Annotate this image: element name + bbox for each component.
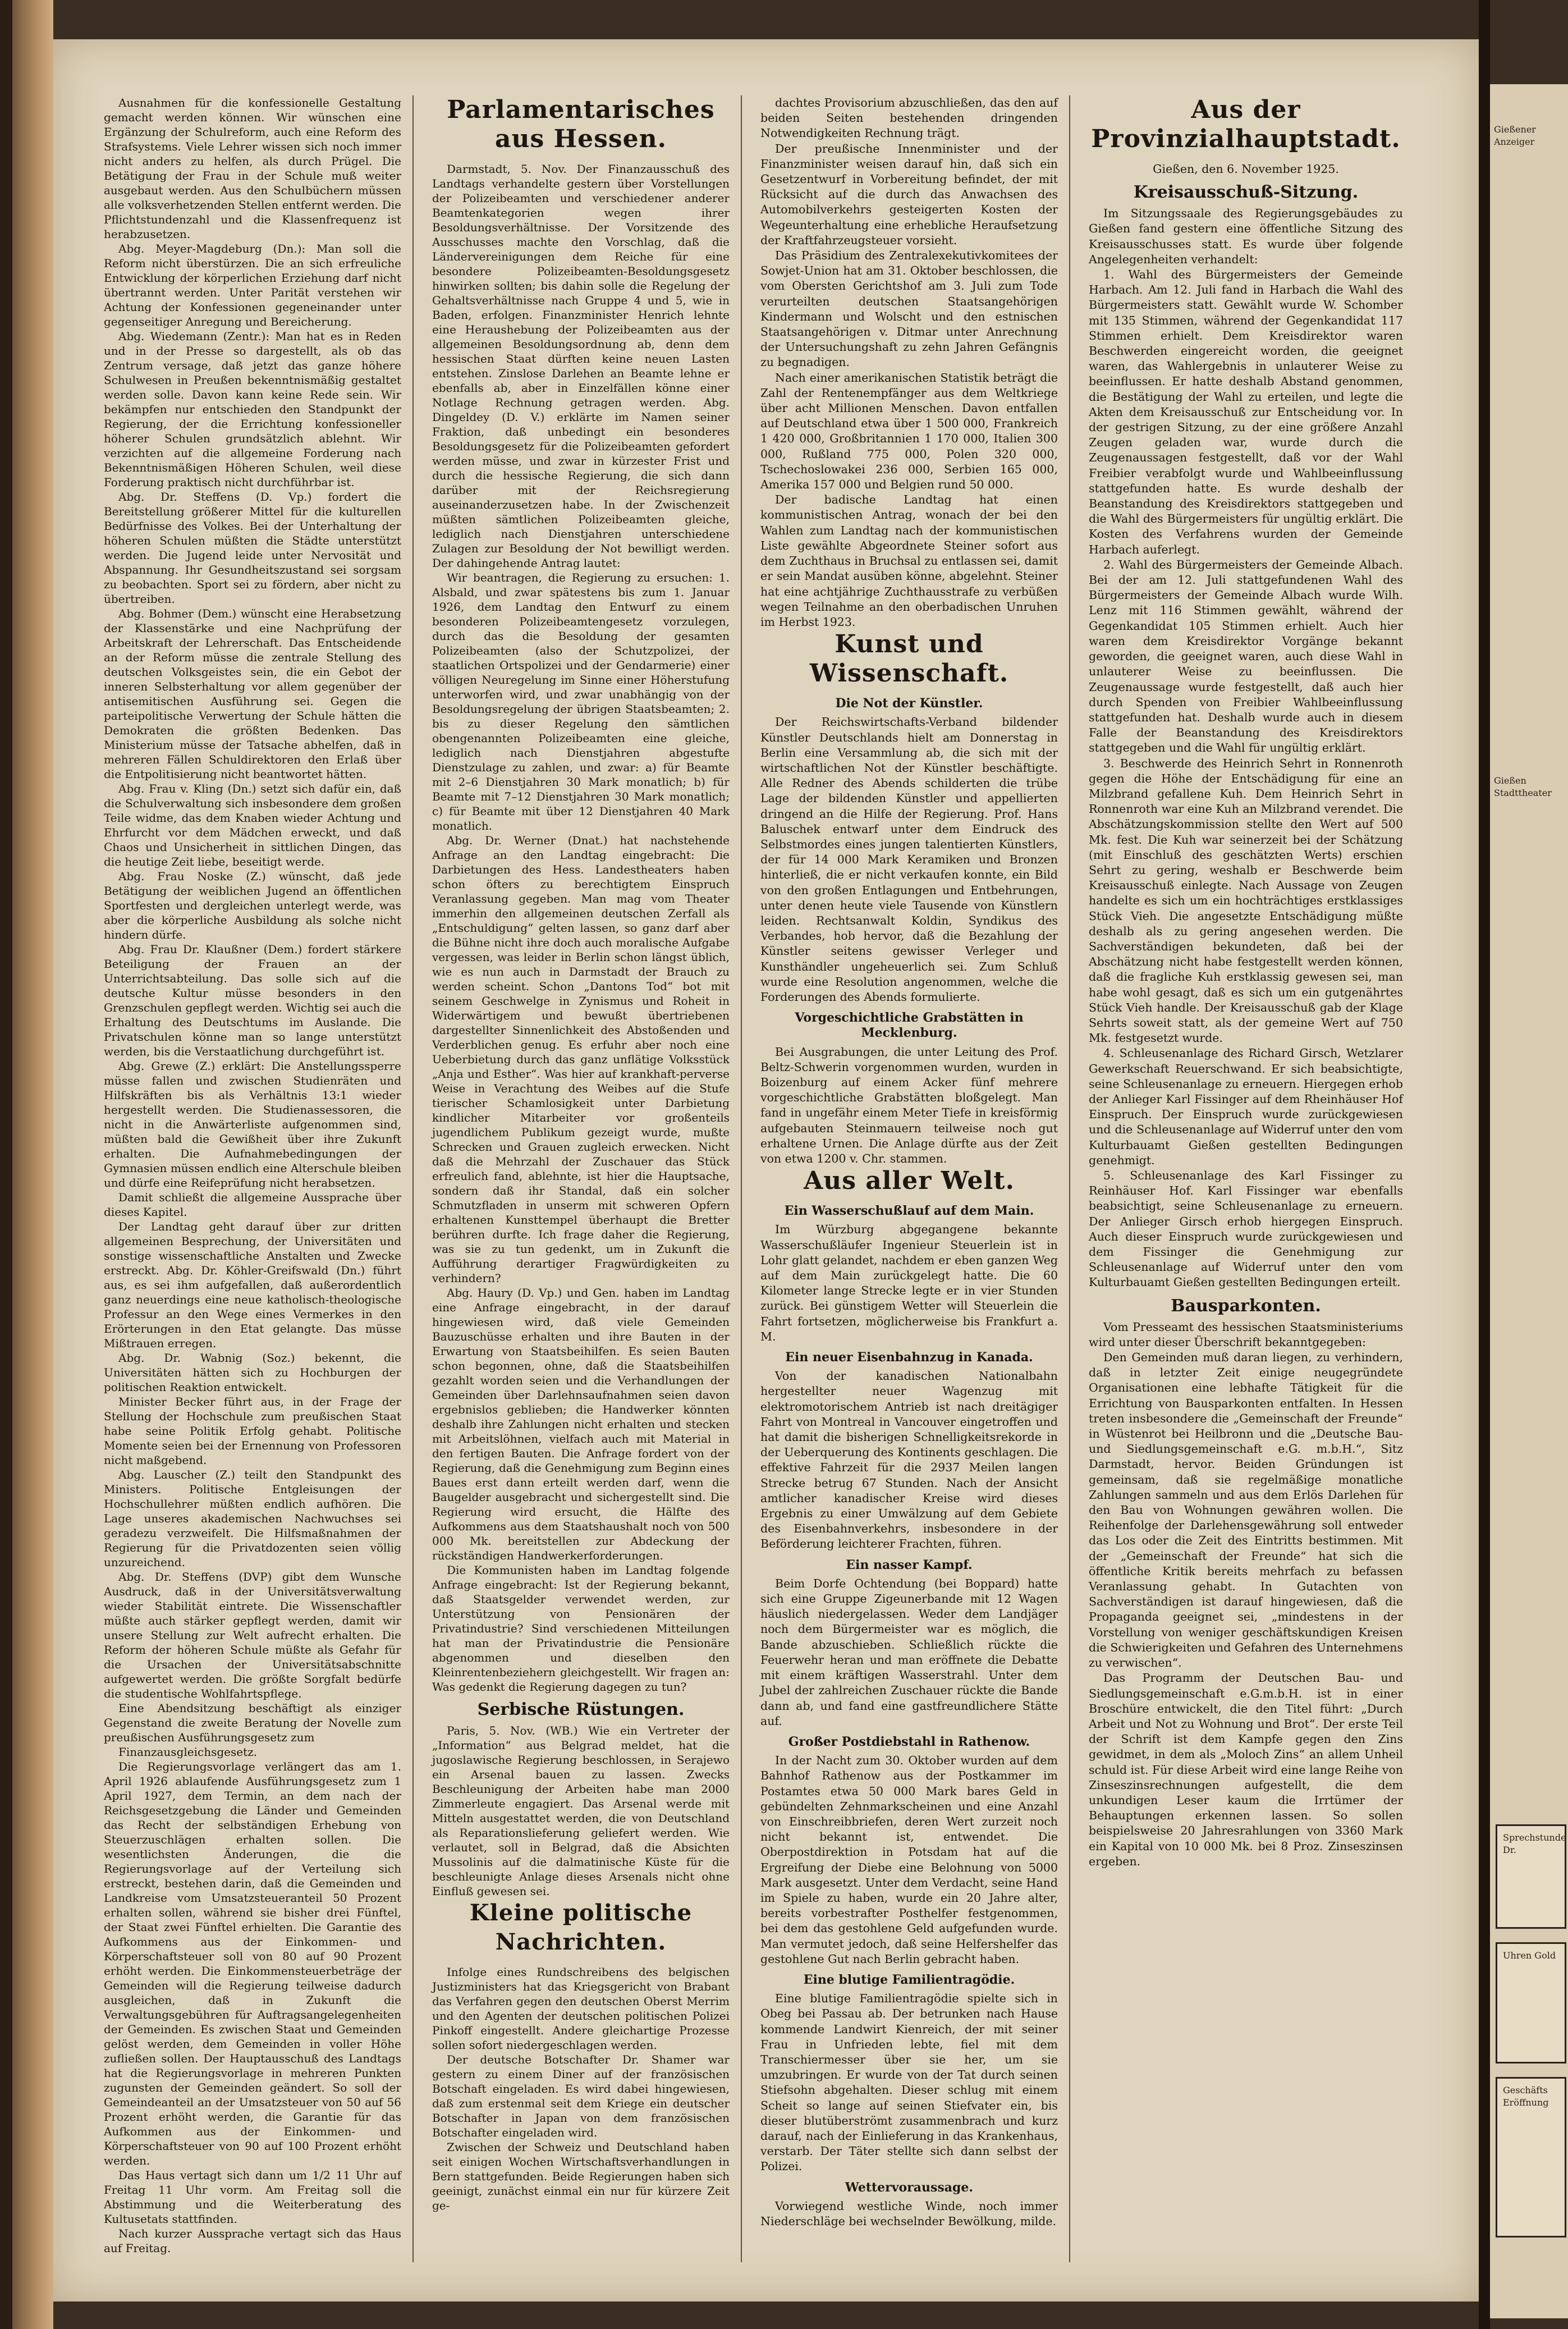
heading-kreisausschuss: Kreisausschuß-Sitzung. [1133, 182, 1359, 203]
column-rule [412, 95, 414, 2262]
bausparkonten-articles [1089, 1320, 1403, 1869]
article-paragraph: 4. Schleusenanlage des Richard Girsch, Wetzlarer Gewerkschaft Reuerschwand. Er sich beabsichtigte, seine Schleusenanlage zu erneuern. Hiergegen erhob der Anlieger Karl Fissinger auf dem Rheinhäuser Hof Einspruch. Der Einspruch wurde zurückgewiesen und die Schleusenanlage auf Widerruf unter den vom Kulturbauamt Gießen gestellten Bedingungen genehmigt. [1089, 1046, 1403, 1167]
article-wettervoraussage: Vorwiegend westliche Winde, noch immer Niederschläge bei wechselnder Bewölkung, milde. [760, 2199, 1058, 2228]
article-paragraph: 2. Wahl des Bürgermeisters der Gemeinde Albach. Bei der am 12. Juli stattgefundenen Wahl des Bürgermeisters der Gemeinde Albach wurde Wilh. Lenz mit 116 Stimmen gewählt, während der Gegenkandidat 105 Stimmen erhielt. Auch hier waren dem Kreisdirektor Vorgänge bekannt geworden, die geeignet waren, auch diese Wahl in unlauterer Weise zu beeinflussen. Die Zeugenaussage wurde festgestellt, daß auch hier durch Spenden von Freibier Wahlbeeinflussung stattgefunden hat. Deshalb wurde auch in diesem Falle der Beanstandung des Kreisdirektors stattgegeben und die Wahl für ungültig erklärt. [1089, 557, 1403, 755]
article-paragraph: Nach kurzer Aussprache vertagt sich das Haus auf Freitag. [104, 2227, 401, 2255]
article-paragraph: Darmstadt, 5. Nov. Der Finanzausschuß des Landtags verhandelte gestern über Vorstellungen der Polizeibeamten und verschiedener anderer Beamtenkategorien wegen ihrer Besoldungsverhältnisse. Der Vorsitzende des Ausschusses machte den Vorschlag, daß die Ländervereinigungen dem Reiche für eine besondere Polizeibeamten-Besoldungsgesetz hinwirken sollten; bis dahin solle die Regelung der Gehaltsverhältnisse nach Gruppe 4 und 5, wie in Baden, erfolgen. Finanzminister Henrich lehnte eine Heraushebung der Polizeibeamten aus der allgemeinen Besoldungsordnung ab, denn dem hessischen Staat dürften keine neuen Lasten entstehen. Zinslose Darlehen an Beamte lehne er ebenfalls ab, aber in Einzelfällen könne einer Notlage Rechnung getragen werden. Abg. Dingeldey (D. V.) erklärte im Namen seiner Fraktion, daß unbedingt ein besonderes Besoldungsgesetz für die Polizeibeamten gefordert werden müsse, und zwar in kürzester Frist und durch die hessische Regierung, die sich dann darüber mit der Reichsregierung auseinanderzusetzen habe. In der Zwischenzeit müßten sämtlichen Polizeibeamten gleiche, lediglich nach Dienstjahren unterschiedene Zulagen zur Besoldung der Not bewilligt werden. Der dahingehende Antrag lautet: [432, 162, 730, 570]
article-paragraph: Wir beantragen, die Regierung zu ersuchen: 1. Alsbald, und zwar spätestens bis zum 1. Januar 1926, dem Landtag den Entwurf zu einem besonderen Polizeibeamtengesetz vorzulegen, durch das die Besoldung der gesamten Polizeibeamten (also der Schutzpolizei, der staatlichen Ortspolizei und der Gendarmerie) einer völligen Neuregelung im Sinne einer Höherstufung unterworfen wird, und zwar unabhängig von der Besoldungsregelung der übrigen Staatsbeamten; 2. bis zu dieser Regelung den sämtlichen obengenannten Polizeibeamten eine gleiche, lediglich nach Dienstjahren abgestufte Dienstzulage zu zahlen, und zwar: a) für Beamte mit 2–6 Dienstjahren 30 Mark monatlich; b) für Beamte mit 7–12 Dienstjahren 30 Mark monatlich; c) für Beamte mit über 12 Dienstjahren 40 Mark monatlich. [432, 571, 730, 832]
article-paragraph: Abg. Frau v. Kling (Dn.) setzt sich dafür ein, daß die Schulverwaltung sich insbesondere dem großen Teile widme, das dem Knaben wieder Achtung und Ehrfurcht vor dem Mädchen erweckt, und daß Chaos und Unsicherheit in sittlichen Dingen, das die heutige Zeit liebe, beseitigt werde. [104, 782, 401, 868]
heading-bausparkonten: Bausparkonten. [1171, 1296, 1321, 1316]
article-paragraph: dachtes Provisorium abzuschließen, das den auf beiden Seiten bestehenden dringenden Notwendigkeiten Rechnung trägt. [760, 96, 1058, 140]
column-2 [432, 95, 730, 2213]
heading-wasserschusslauf: Ein Wasserschußlauf auf dem Main. [784, 1204, 1034, 1219]
article-paragraph: Vom Presseamt des hessischen Staatsministeriums wird unter dieser Überschrift bekanntgegeben: [1089, 1320, 1403, 1349]
article-paragraph: Im Sitzungssaale des Regierungsgebäudes zu Gießen fand gestern eine öffentliche Sitzung des Kreisausschusses statt. Es wurde über folgende Angelegenheiten verhandelt: [1089, 207, 1403, 266]
heading-grabstaetten: Vorgeschichtliche Grabstätten in Mecklenburg. [795, 1010, 1024, 1041]
heading-not-der-kuenstler: Die Not der Künstler. [835, 696, 983, 711]
section-heading-provinzialhauptstadt: Aus der Provinzialhauptstadt. [1091, 95, 1401, 153]
column-4 [1089, 95, 1403, 1869]
heading-kleine-nachrichten: Kleine politische Nachrichten. [469, 1900, 693, 1955]
article-eisenbahnzug: Von der kanadischen Nationalbahn hergestellter neuer Wagenzug mit elektromotorischem Antrieb ist nach dreitägiger Fahrt von Montreal in Vancouver eingetroffen und hat damit die bisherigen Schnelligkeitsrekorde in der Ueberquerung des Kontinents geschlagen. Die effektive Fahrzeit für die 2937 Meilen langen Strecke betrug 67 Stunden. Nach der Ansicht amtlicher kanadischer Kreise wird dieses Ergebnis zu einer Umwälzung auf dem Gebiete des Eisenbahnverkehrs, insbesondere in der Beförderung leichterer Frachten, führen. [760, 1369, 1058, 1551]
kunst-articles [760, 715, 1058, 1005]
section-heading-kunst: Kunst und Wissenschaft. [809, 630, 1009, 688]
article-paragraph: Abg. Dr. Steffens (DVP) gibt dem Wunsche Ausdruck, daß in der Universitätsverwaltung wieder Stabilität eintrete. Die Wissenschaftler müßte auch stärker gepflegt werden, damit wir unsere Stellung zur Welt aufrecht erhalten. Die Reform der höheren Schule müßte als Gefahr für die Ursachen der Universitätsabschnitte aufgewertet werden. Die größte Sorgfalt bedürfe die studentische Wohlfahrtspflege. [104, 1570, 401, 1700]
article-paragraph: Der Landtag geht darauf über zur dritten allgemeinen Besprechung, der Universitäten und sonstige wissenschaftliche Anstalten und Zwecke erstreckt. Abg. Dr. Köhler-Greifswald (Dn.) führt aus, es sei ihm aufgefallen, daß außerordentlich ganz neuerdings eine neue katholisch-theologische Professur an den Wege eines Vermerkes in den Erörterungen in den Etat gelangte. Das müsse Mißtrauen erregen. [104, 1220, 401, 1350]
article-paragraph: Abg. Dr. Steffens (D. Vp.) fordert die Bereitstellung größerer Mittel für die kulturellen Bedürfnisse des Volkes. Bei der Unterhaltung der höheren Schulen müßten die Städte unterstützt werden. Die Jugend leide unter Nervosität und Abspannung. Ihr Gesundheitszustand sei sorgsam zu beobachten. Sport sei zu fördern, aber nicht zu übertreiben. [104, 490, 401, 606]
article-paragraph: Abg. Lauscher (Z.) teilt den Standpunkt des Ministers. Politische Entgleisungen der Hochschullehrer müßten endlich aufhören. Die Lage unseres akademischen Nachwuchses sei geradezu verzweifelt. Die Hilfsmaßnahmen der Regierung für die Privatdozenten seien völlig unzureichend. [104, 1468, 401, 1569]
heading-serbische-ruestungen: Serbische Rüstungen. [477, 1700, 685, 1719]
section-heading-hessen: Parlamentarisches aus Hessen. [447, 95, 715, 153]
article-paragraph: Ausnahmen für die konfessionelle Gestaltung gemacht werden können. Wir wünschen eine Ergänzung der Schulreform, auch eine Reform des Strafsystems. Viele Lehrer wissen sich noch immer nicht anders zu helfen, als durch Prügel. Die Betätigung der Frau in der Schule muß weiter ausgebaut werden. Aus den Schulbüchern müssen alle volksverhetzenden Stellen entfernt werden. Die Pflichtstundenzahl und die Klassenfrequenz ist herabzusetzen. [104, 96, 401, 241]
kleine-nachrichten-articles [432, 1965, 730, 2213]
article-postdiebstahl: In der Nacht zum 30. Oktober wurden auf dem Bahnhof Rathenow aus der Postkammer im Postamtes etwa 50 000 Mark bares Geld in gebündelten Zehnmarkscheinen und eine Anzahl von Einschreibbriefen, deren Wert zurzeit noch nicht bekannt ist, entwendet. Die Oberpostdirektion in Potsdam hat auf die Ergreifung der Diebe eine Belohnung von 5000 Mark ausgesetzt. Unter dem Verdacht, seine Hand im Spiele zu haben, wurde ein 20 Jahre alter, bereits vorbestrafter Posthelfer festgenommen, bei dem das gestohlene Geld aufgefunden wurde. Man vermutet jedoch, daß seine Helfershelfer das gestohlene Gut nach Berlin gebracht haben. [760, 1754, 1058, 1966]
article-paragraph: Das Präsidium des Zentralexekutivkomitees der Sowjet-Union hat am 31. Oktober beschlossen, die vom Obersten Gerichtshof am 3. Juli zum Tode verurteilten deutschen Staatsangehörigen Kindermann und Wolscht und den estnischen Staatsangehörigen v. Ditmar unter Anrechnung der Untersuchungshaft zu zehn Jahren Gefängnis zu begnadigen. [760, 249, 1058, 369]
article-paragraph: Nach einer amerikanischen Statistik beträgt die Zahl der Rentenempfänger aus dem Weltkriege über acht Millionen Menschen. Davon entfallen auf Deutschland etwa über 1 500 000, Frankreich 1 420 000, Großbritannien 1 170 000, Italien 300 000, Rußland 775 000, Polen 320 000, Tschechoslowakei 236 000, Serbien 165 000, Amerika 157 000 und Belgien rund 50 000. [760, 370, 1058, 492]
article-paragraph: Abg. Meyer-Magdeburg (Dn.): Man soll die Reform nicht überstürzen. Die an sich erfreuliche Entwicklung der körperlichen Erziehung darf nicht übertrannt werden. Unter Parität verstehen wir Achtung der Konfessionen gegeneinander unter gegenseitiger Anregung und Bereicherung. [104, 242, 401, 328]
column-3 [760, 95, 1058, 2229]
article-paragraph: Der preußische Innenminister und der Finanzminister weisen darauf hin, daß sich ein Gesetzentwurf in Vorbereitung befindet, der mit Rücksicht auf die durch das Anwachsen des Automobilverkehrs gesteigerten Kosten der Wegeunterhaltung eine erhebliche Heraufsetzung der Kraftfahrzeugsteuer vorsieht. [760, 141, 1058, 247]
kreisausschuss-articles [1089, 206, 1403, 1290]
hessen-articles [432, 162, 730, 1694]
article-grabstaetten: Bei Ausgrabungen, die unter Leitung des Prof. Beltz-Schwerin vorgenommen wurden, wurden in Boizenburg auf einem Acker fünf mehrere vorgeschichtliche Grabstätten bloßgelegt. Man fand in ungefähr einem Meter Tiefe in kreisförmig aufgebauten Steinmauern teilweise noch gut erhaltene Urnen. Die Anlage dürfte aus der Zeit von etwa 1200 v. Chr. stammen. [760, 1045, 1058, 1165]
article-paragraph: Finanzausgleichsgesetz. [118, 1745, 258, 1759]
article-paragraph: Abg. Frau Dr. Klaußner (Dem.) fordert stärkere Beteiligung der Frauen an der Unterrichtsabteilung. Das solle sich auf die deutsche Kultur müsse besonders in den Grenzschulen gepflegt werden. Wichtig sei auch die Erhaltung des Deutschtums im Auslande. Die Privatschulen könne man so lange unterstützt werden, bis die Verstaatlichung durchgeführt ist. [104, 942, 401, 1058]
heading-eisenbahnzug: Ein neuer Eisenbahnzug in Kanada. [785, 1350, 1033, 1365]
heading-nasser-kampf: Ein nasser Kampf. [846, 1557, 973, 1572]
book-binding [0, 0, 12, 2329]
article-nasser-kampf: Beim Dorfe Ochtendung (bei Boppard) hatte sich eine Gruppe Zigeunerbande mit 12 Wagen häuslich niedergelassen. Weder dem Landjäger noch dem Bürgermeister war es möglich, die Bande abzuschieben. Schließlich rückte die Feuerwehr heran und man eröffnete die Debatte mit einem kräftigen Wasserstrahl. Unter dem Jubel der zahlreichen Zuschauer rückte die Bande dann ab, und fand eine gastfreundlichere Stätte auf. [760, 1576, 1058, 1728]
article-paragraph: 3. Beschwerde des Heinrich Sehrt in Ronnenroth gegen die Höhe der Entschädigung für eine an Milzbrand gefallene Kuh. Dem Heinrich Sehrt in Ronnenroth war eine Kuh an Milzbrand verendet. Die Abschätzungskommission stellte den Wert auf 500 Mk. fest. Die Kuh war seinerzeit bei der Schätzung (mit Einschluß des geschätzten Werts) erschien Sehrt zu gering, weshalb er Beschwerde beim Kreisausschuß einlegte. Nach Aussage von Zeugen handelte es sich um ein hochträchtiges erstklassiges Stück Vieh. Die angesetzte Entschädigung müßte deshalb als zu gering angesehen werden. Die Sachverständigen bekundeten, daß bei der Abschätzung nicht habe festgestellt werden können, daß die fragliche Kuh erstklassig gewesen sei, man habe wohl gesagt, daß es sich um ein gutgenährtes Stück Vieh handle. Der Kreisausschuß gab der Klage Sehrts soweit statt, als der gemeine Wert auf 750 Mk. festgesetzt wurde. [1089, 756, 1403, 1045]
column-1 [104, 95, 401, 2255]
article-paragraph: Abg. Frau Noske (Z.) wünscht, daß jede Betätigung der weiblichen Jugend an öffentlichen Sportfesten und dergleichen unterlegt werde, was aber die körperliche Ausbildung als solche nicht hindern dürfe. [104, 870, 401, 941]
article-paragraph: Abg. Haury (D. Vp.) und Gen. haben im Landtag eine Anfrage eingebracht, in der darauf hingewiesen wird, daß viele Gemeinden Bauzuschüsse erhalten und ihre Bauten in der Erwartung von Staatsbeihilfen. Es seien Bauten schon begonnen, ohne, daß die Staatsbeihilfen gezahlt worden seien und die Verhandlungen der Gemeinden über Darlehnsaufnahmen seien davon ergebnislos geblieben; die Handwerker könnten deshalb ihre Zahlungen nicht erhalten und stecken mit Arbeitslöhnen, vielfach auch mit Material in den fertigen Bauten. Die Anfrage fordert von der Regierung, daß die Genehmigung zum Beginn eines Baues erst dann erteilt werden darf, wenn die Baugelder ausgebracht und sichergestellt sind. Die Regierung wird ersucht, die Hälfte des Aufkommens aus dem Staatshaushalt noch von 500 000 Mk. bereitstellen zur Abdeckung der rückständigen Handwerkerforderungen. [432, 1286, 730, 1562]
article-paragraph: Zwischen der Schweiz und Deutschland haben seit einigen Wochen Wirtschaftsverhandlungen in Bern stattgefunden. Beide Regierungen haben sich geeinigt, zunächst einmal ein nur für kürzere Zeit ge- [432, 2140, 730, 2212]
article-paragraph: Abg. Wiedemann (Zentr.): Man hat es in Reden und in der Presse so dargestellt, als ob das Zentrum versage, daß jetzt das ganze höhere Schulwesen in Preußen bekenntnismäßig gestaltet werden solle. Davon kann keine Rede sein. Wir bekämpfen nur entschieden den Standpunkt der Regierung, der die Errichtung konfessioneller höherer Schulen grundsätzlich ablehnt. Wir verzichten auf die allgemeine Forderung nach Bekenntnismäßigen Höheren Schulen, weil diese Forderung praktisch nicht durchführbar ist. [104, 330, 401, 489]
article-paragraph: 5. Schleusenanlage des Karl Fissinger zu Reinhäuser Hof. Karl Fissinger war ebenfalls beabsichtigt, seine Schleusenanlage zu erneuern. Der Anlieger Girsch erhob hiergegen Einspruch. Auch dieser Einspruch wurde zurückgewiesen und dem Fissinger die Genehmigung zur Schleusenanlage auf Widerruf unter den vom Kulturbauamt Gießen gestellten Bedingungen erteilt. [1089, 1169, 1403, 1289]
article-paragraph: Abg. Dr. Werner (Dnat.) hat nachstehende Anfrage an den Landtag eingebracht: Die Darbietungen des Hess. Landestheaters haben schon öfters zu berechtigtem Einspruch Veranlassung gegeben. Man mag vom Theater immerhin den allgemeinen deutschen Zerfall als „Entschuldigung“ gelten lassen, so ganz darf aber die Bühne nicht ihre doch auch moralische Aufgabe vergessen, was leider in Berlin schon längst üblich, wie es nun auch in Darmstadt der Brauch zu werden scheint. Schon „Dantons Tod“ bot mit seinem Geschwelge in Zynismus und Roheit in Widerwärtigem und bewußt übertriebenen dargestellter Sinnenlichkeit des Abstoßenden und Verderblichen genug. Es erfuhr aber noch eine Ueberbietung durch das ganz unflätige Volksstück „Anja und Esther“. Was hier auf krankhaft-perverse Weise in Verachtung des Weibes auf die Stufe tierischer Schamlosigkeit unter Darbietung kindlicher Mitarbeiter vor großenteils jugendlichem Publikum gezeigt wurde, mußte Schrecken und Grauen zugleich erwecken. Nicht daß die Mehrzahl der Zuschauer das Stück erfreulich fand, ablehnte, ist hier die Hauptsache, sondern daß ihr Standal, daß ein solcher Schmutzfladen in unserm mit schweren Opfern erhaltenen Kunsttempel überhaupt die Bretter berühren durfte. Ich frage daher die Regierung, was sie zu tun gedenkt, um in Zukunft die Aufführung derartiger Fragwürdigkeiten zu verhindern? [432, 834, 730, 1285]
news-items [760, 95, 1058, 630]
article-paragraph: Der deutsche Botschafter Dr. Shamer war gestern zu einem Diner auf der französischen Botschaft eingeladen. Es wird dabei hingewiesen, daß zum erstenmal seit dem Kriege ein deutscher Botschafter in Japan von dem französischen Botschafter eingeladen wird. [432, 2053, 730, 2139]
article-paragraph: Damit schließt die allgemeine Aussprache über dieses Kapitel. [104, 1191, 401, 1219]
advertisement-box: Uhren Gold [1496, 1942, 1566, 2063]
article-paragraph: Minister Becker führt aus, in der Frage der Stellung der Hochschule zum preußischen Staat habe seine Politik Erfolg gehabt. Politische Momente seien bei der Ernennung von Professoren nicht maßgebend. [104, 1395, 401, 1467]
article-familientragoedie: Eine blutige Familientragödie spielte sich in Obeg bei Passau ab. Der betrunken nach Hause kommende Landwirt Kienreich, der mit seiner Frau in Unfrieden lebte, fiel mit dem Transchiermesser über sie her, um sie umzubringen. Er wurde von der Tat durch seinen Stiefsohn abgehalten. Dieser schlug mit einem Scheit so lange auf seinen Stiefvater ein, bis dieser blutüberströmt zusammenbrach und kurz darauf, nach der Einlieferung in das Krankenhaus, verstarb. Der Täter stellte sich dann selbst der Polizei. [760, 1992, 1058, 2174]
article-paragraph: Abg. Bohmer (Dem.) wünscht eine Herabsetzung der Klassenstärke und eine Nachprüfung der Arbeitskraft der Lehrerschaft. Das Entscheidende an der Reform müsse die zentrale Stellung des deutschen Volksgeistes sein, die ein Gebot der inneren Selbsterhaltung vor allem gegenüber der antisemitischen Ausführung sei. Gegen die parteipolitische Verwertung der Schule hätten die Demokraten die größten Bedenken. Das Ministerium müsse der Tatsache abhelfen, daß in mehreren Fällen Schuldirektoren den Erlaß über die Entpolitisierung nicht beantwortet hätten. [104, 607, 401, 781]
heading-postdiebstahl: Großer Postdiebstahl in Rathenow. [788, 1734, 1030, 1749]
article-paragraph: Der Reichswirtschafts-Verband bildender Künstler Deutschlands hielt am Donnerstag in Berlin eine Versammlung ab, die sich mit der wirtschaftlichen Not der Künstler beschäftigte. Alle Redner des Abends schilderten die trübe Lage der bildenden Künstler und appellierten dringend an die Hilfe der Regierung. Prof. Hans Baluschek entwarf unter dem Eindruck des Selbstmordes eines jungen talentierten Künstlers, der für 14 000 Mark Keramiken und Bronzen hinterließ, die er nicht verkaufen konnte, ein Bild von den großen Entlagungen und Entbehrungen, unter denen heute viele Tausende von Künstlern leiden. Rechtsanwalt Koldin, Syndikus des Verbandes, hob hervor, daß die Bezahlung der Künstler seitens gewisser Verleger und Kunsthändler ungeheuerlich sei. Zum Schluß wurde eine Resolution angenommen, welche die Forderungen des Abends formulierte. [760, 715, 1058, 1004]
article-paragraph: Das Programm der Deutschen Bau- und Siedlungsgemeinschaft e.G.m.b.H. ist in einer Broschüre entwickelt, die den Titel führt: „Durch Arbeit und Not zu Wohnung und Brot“. Der erste Teil der Schrift ist dem Kampfe gegen den Zins gewidmet, in dem als „Moloch Zins“ an allem Unheil schuld ist. Für diese Arbeit wird eine lange Reihe von Zinseszinsrechnungen aufgestellt, die dem unkundigen Leser kaum die Irrtümer der Behauptungen erkennen lassen. So sollen beispielsweise 20 Jahresrahlungen von 3360 Mark ein Kapital von 10 000 Mk. bei 8 Proz. Zinseszinsen ergeben. [1089, 1671, 1403, 1868]
article-wasserschusslauf: Im Würzburg abgegangene bekannte Wasserschußläufer Ingenieur Steuerlein ist in Lohr glatt gelandet, nachdem er eben ganzen Weg auf dem Main zurückgelegt hatte. Die 60 Kilometer lange Strecke legte er in vier Stunden zurück. Bei günstigem Wetter will Steuerlein die Fahrt fortsetzen, möglicherweise bis Frankfurt a. M. [760, 1223, 1058, 1343]
adjacent-page-text: Gießener Anzeiger [1494, 124, 1536, 147]
article-paragraph: Die Regierungsvorlage verlängert das am 1. April 1926 ablaufende Ausführungsgesetz zum 1 April 1927, dem Termin, an dem nach der Reichsgesetzgebung die Länder und Gemeinden das Recht der selbständigen Erhebung von Steuerzuschlägen erhalten sollen. Die wesentlichsten Änderungen, die die Regierungsvorlage auf der Verteilung sich erstreckt, bestehen darin, daß die Gemeinden und Landkreise vom Umsatzsteueranteil 50 Prozent erhalten sollen, während sie bisher drei Fünftel, der Staat zwei Fünftel erhielten. Die Garantie des Aufkommens aus der Einkommen- und Körperschaftsteuer soll von 80 auf 90 Prozent erhöht werden. Die Einkommensteuerbeträge der Gemeinden will die Regierung teilweise dadurch ausgleichen, daß in Zukunft die Verwaltungsgebühren für Auftragsangelegenheiten der Gemeinden. Es zwischen Staat und Gemeinden gelöst werden, dem Gemeinden in voller Höhe zufließen sollen. Der Hauptausschuß des Landtags hat die Regierungsvorlage in mehreren Punkten zugunsten der Gemeinden geändert. So soll der Gemeindeanteil an der Umsatzsteuer von 50 auf 56 Prozent erhöht werden, die Garantie für das Aufkommen aus der Einkommen- und Körperschaftsteuer von 90 auf 100 Prozent erhöht werden. [104, 1760, 401, 2167]
heading-wettervoraussage: Wettervoraussage. [845, 2180, 974, 2195]
heading-familientragoedie: Eine blutige Familientragödie. [803, 1972, 1015, 1987]
article-paragraph: Abg. Grewe (Z.) erklärt: Die Anstellungssperre müsse fallen und zwischen Studienräten und Hilfskräften bis als Verhältnis 13:1 wieder hergestellt werden. Die Studienassessoren, die nicht in die Anwärterliste aufgenommen sind, müßten bald die Gewißheit über ihre Zukunft erhalten. Die Aufnahmebedingungen der Gymnasien müssen endlich eine Alterschule bleiben und dürfe eine Reifeprüfung nicht herabsetzen. [104, 1059, 401, 1189]
column-rule [1069, 95, 1070, 2262]
section-heading-aus-aller-welt: Aus aller Welt. [804, 1166, 1015, 1196]
adjacent-page-text: Gießen Stadttheater [1494, 775, 1552, 798]
article-paragraph: 1. Wahl des Bürgermeisters der Gemeinde Harbach. Am 12. Juli fand in Harbach die Wahl des Bürgermeisters statt. Gewählt wurde W. Schomber mit 135 Stimmen, während der Gegenkandidat 117 Stimmen erhielt. Dem Kreisdirektor waren Beschwerden eingereicht worden, die geeignet waren, das Wahlergebnis in unlauterer Weise zu beeinflussen. Er hatte deshalb Abstand genommen, die Bestätigung der Wahl zu erteilen, und legte die Akten dem Kreisausschuß zur Entscheidung vor. In der gestrigen Sitzung, zu der eine größere Anzahl Zeugen geladen war, wurde durch die Zeugenaussagen festgestellt, daß vor der Wahl Freibier verabfolgt wurde und Wahlbeeinflussung stattgefunden hatte. Es wurde deshalb der Beanstandung des Kreisdirektors stattgegeben und die Wahl des Bürgermeisters für ungültig erklärt. Die Kosten des Verfahrens wurden der Gemeinde Harbach auferlegt. [1089, 268, 1403, 556]
page-gutter [1479, 0, 1490, 2329]
advertisement-box: Sprechstunde Dr. [1496, 1824, 1566, 1929]
dateline: Gießen, den 6. November 1925. [1153, 162, 1339, 176]
article-paragraph: Den Gemeinden muß daran liegen, zu verhindern, daß in letzter Zeit einige neugegründete Organisationen eine lebhafte Tätigkeit für die Errichtung von Bausparkonten entfalten. In Hessen treten insbesondere die „Gemeinschaft der Freunde“ in Wüstenrot bei Heilbronn und die „Deutsche Bau- und Siedlungsgemeinschaft e.G. m.b.H.“, Sitz Darmstadt, hervor. Beiden Gründungen ist gemeinsam, daß sie regelmäßige monatliche Zahlungen sammeln und aus dem Erlös Darlehen für den Bau von Wohnungen gewähren wollen. Die Reihenfolge der Darlehensgewährung soll entweder das Los oder die Zeit des Eintritts bestimmen. Mit der „Gemeinschaft der Freunde“ hat sich die öffentliche Kritik bereits mehrfach zu befassen Veranlassung gehabt. In Gutachten von Sachverständigen ist darauf hingewiesen, daß die Propaganda geeignet sei, „mindestens in der Vorstellung von weniger geschäftskundigen Kreisen die Schwierigkeiten und Gefahren des Unternehmens zu verwischen“. [1089, 1351, 1403, 1670]
article-paragraph: Das Haus vertagt sich dann um 1/2 11 Uhr auf Freitag 11 Uhr vorm. Am Freitag soll die Abstimmung und die Weiterberatung des Kultusetats stattfinden. [104, 2168, 401, 2226]
article-paragraph: Infolge eines Rundschreibens des belgischen Justizministers hat das Kriegsgericht von Brabant das Verfahren gegen den deutschen Oberst Merrim und den Agenten der deutschen politischen Polizei Pinkoff eingestellt. Andere gleichartige Prozesse sollen sofort niedergeschlagen werden. [432, 1965, 730, 2052]
article-paragraph: Die Kommunisten haben im Landtag folgende Anfrage eingebracht: Ist der Regierung bekannt, daß Staatsgelder verwendet werden, zur Unterstützung von Pensionären der Privatindustrie? Sind verschiedenen Mitteilungen hat man der Privatindustrie die Pensionäre abgenommen und dieselben den Kleinrentenbeziehern gleichgestellt. Wir fragen an: Was gedenkt die Regierung dagegen zu tun? [432, 1563, 730, 1694]
article-paragraph: Der badische Landtag hat einen kommunistischen Antrag, wonach der bei den Wahlen zum Landtag nach der kommunistischen Liste gewählte Abgeordnete Steiner sofort aus dem Zuchthaus in Bruchsal zu entlassen sei, damit er sein Mandat ausüben könne, abgelehnt. Steiner hat eine achtjährige Zuchthausstrafe zu verbüßen wegen Teilnahme an den oberbadischen Unruhen im Herbst 1923. [760, 493, 1058, 629]
article-paragraph: Abg. Dr. Wabnig (Soz.) bekennt, die Universitäten hätten sich zu Hochburgen der politischen Reaktion entwickelt. [104, 1351, 401, 1394]
column-rule [741, 95, 742, 2262]
article-paragraph: Eine Abendsitzung beschäftigt als einziger Gegenstand die zweite Beratung der Novelle zum preußischen Ausführungsgesetz zum [104, 1701, 401, 1744]
advertisement-box: Geschäfts Eröffnung [1496, 2077, 1566, 2238]
article-serbische-ruestungen: Paris, 5. Nov. (WB.) Wie ein Vertreter der „Information“ aus Belgrad meldet, hat die jugoslawische Regierung beschlossen, in Serajewo ein Arsenal bauen zu lassen. Zwecks Beschleunigung der Arbeiten habe man 2000 Zimmerleute engagiert. Das Arsenal werde mit Mitteln ausgestattet werden, die von Deutschland als Reparationslieferung geliefert werden. Wie verlautet, soll in Belgrad, daß die Absichten Mussolinis auf die dalmatinische Küste für die beschleunigte Anlage dieses Arsenals nicht ohne Einfluß gewesen sei. [432, 1724, 730, 1898]
